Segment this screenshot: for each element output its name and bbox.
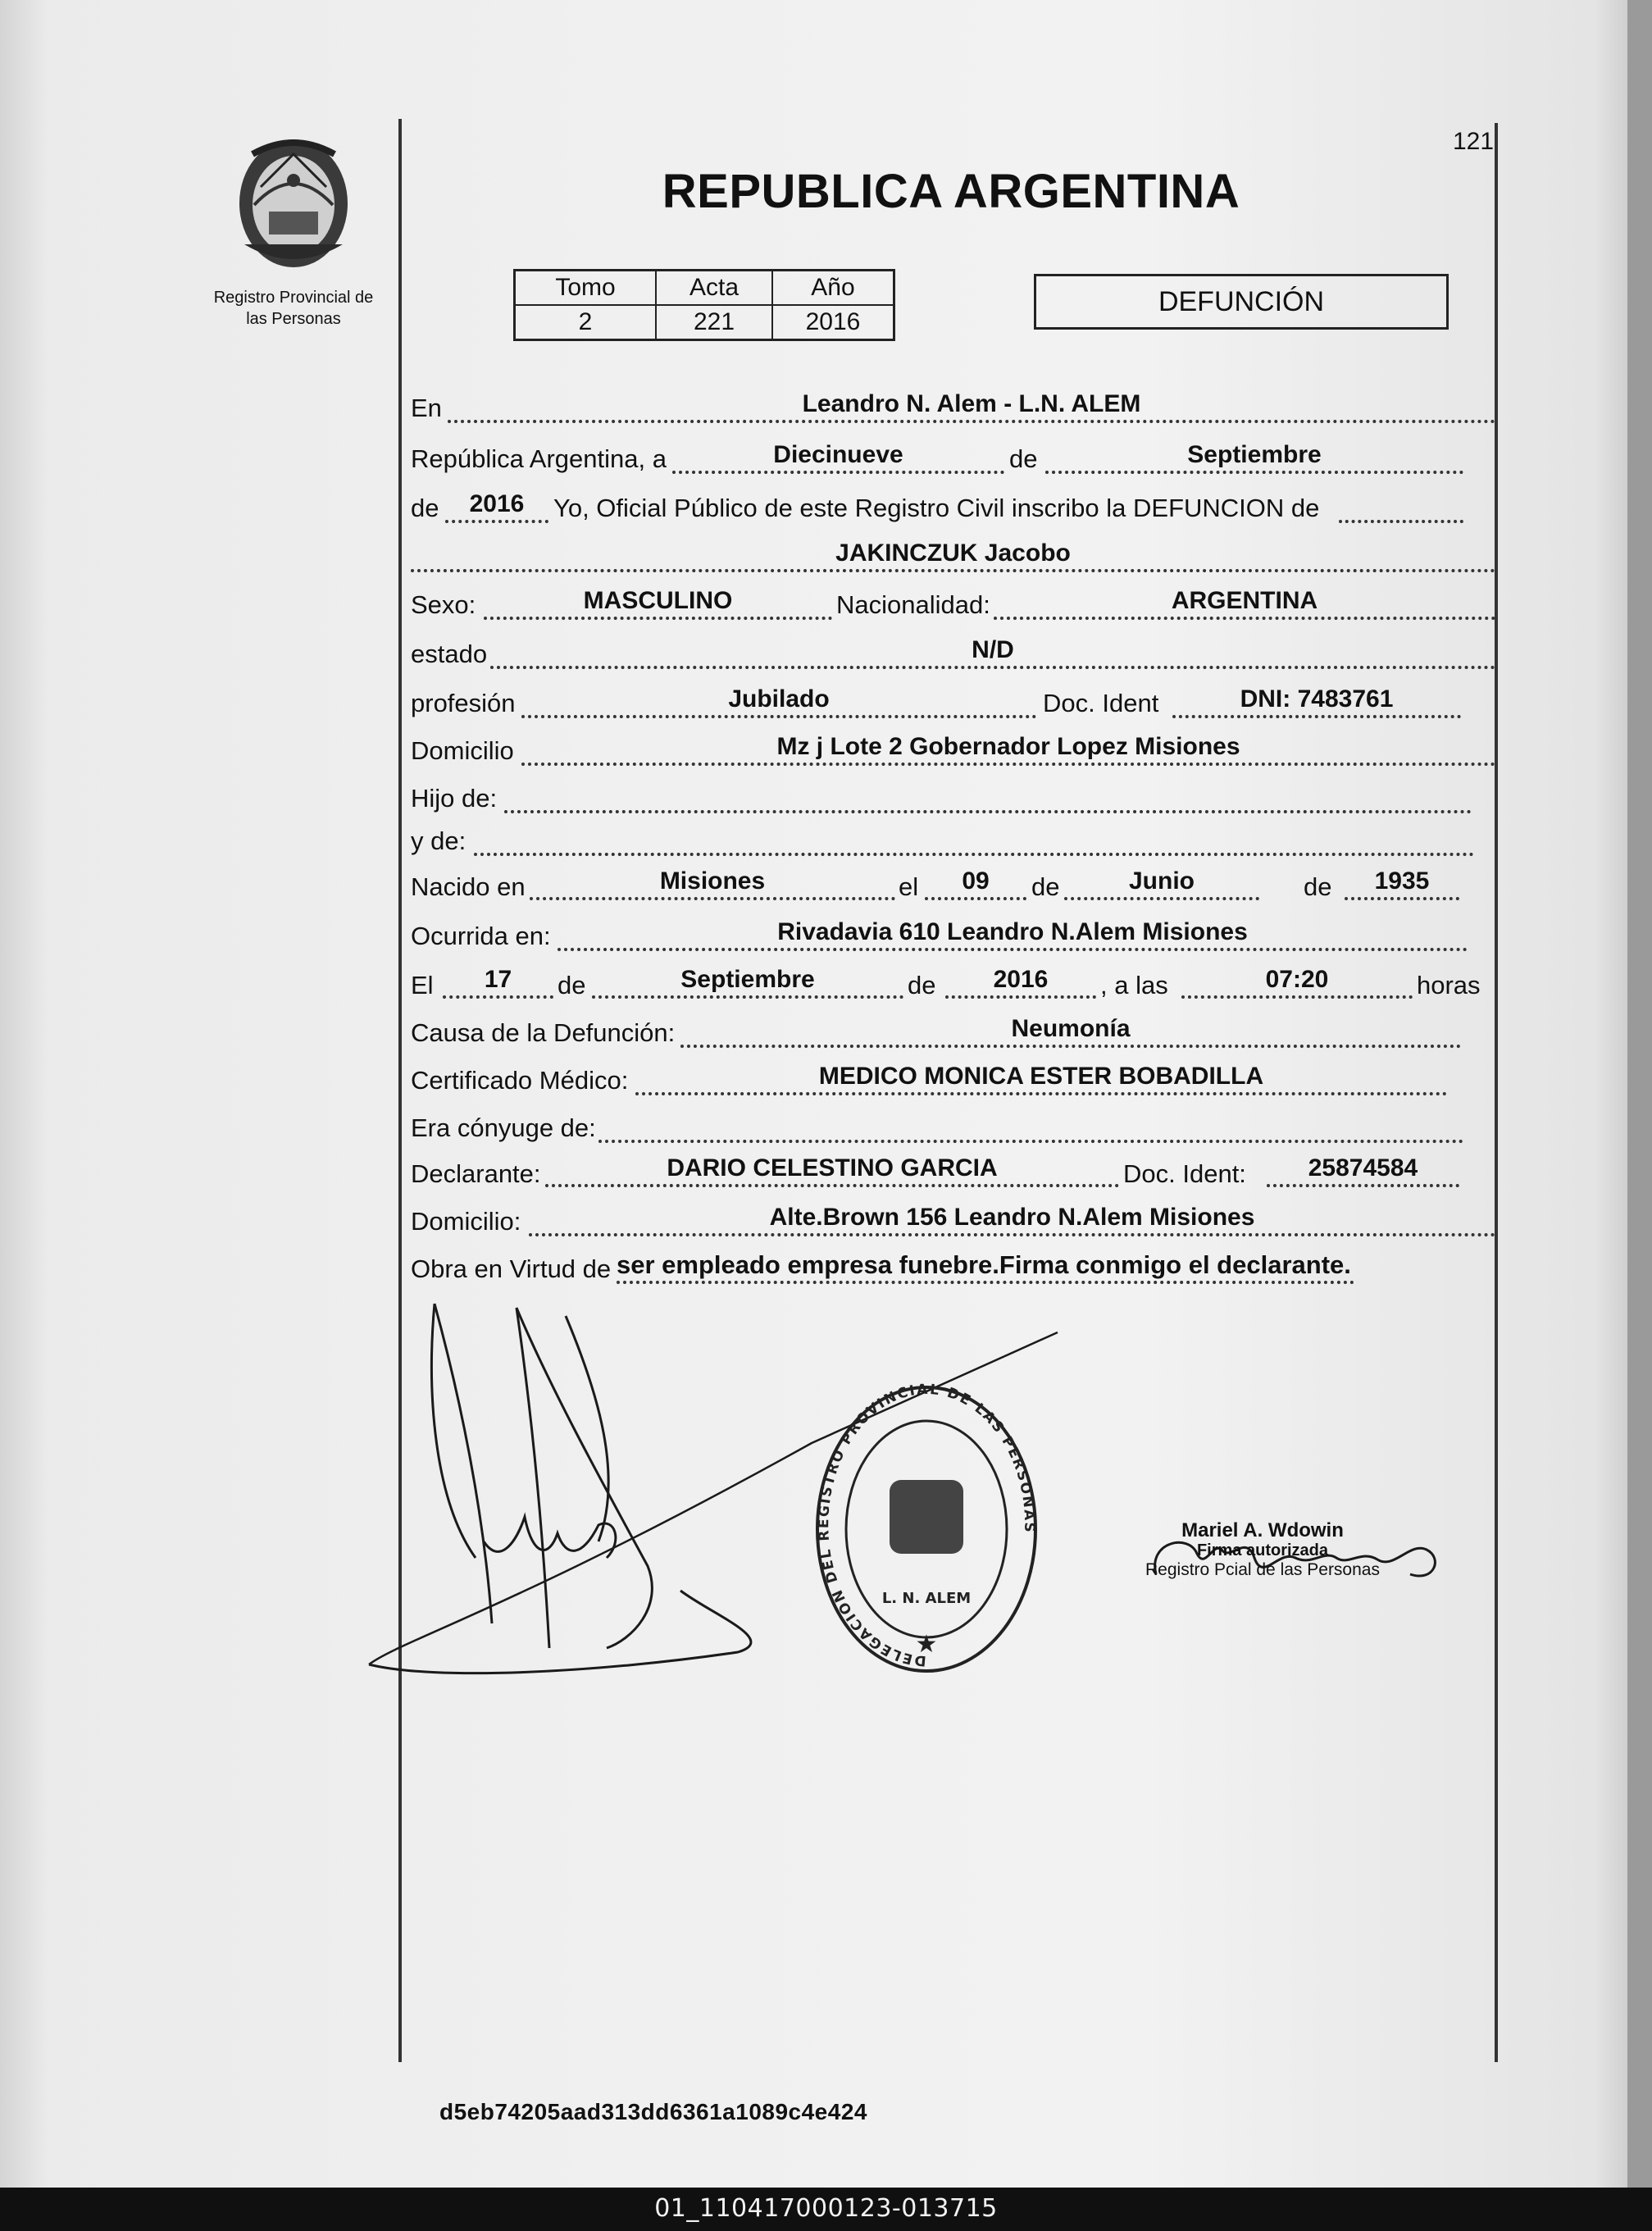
de-label-4: de <box>1304 872 1332 901</box>
death-time-field: 07:20 <box>1181 966 1413 999</box>
acta-value: 221 <box>656 305 772 340</box>
footer-id: 01_110417000123-013715 <box>654 2194 998 2223</box>
birth-month-field: Junio <box>1064 867 1259 900</box>
profesion-label: profesión <box>411 689 516 717</box>
death-year-field: 2016 <box>945 966 1096 999</box>
declarante-label: Declarante: <box>411 1159 541 1188</box>
de-label-2: de <box>411 494 439 522</box>
page-number: 121 <box>1453 128 1495 155</box>
nacionalidad-label: Nacionalidad: <box>836 590 990 619</box>
stamp-center-text: L. N. ALEM <box>881 1590 972 1607</box>
org-name-line2: las Personas <box>246 310 341 328</box>
certificado-field: MEDICO MONICA ESTER BOBADILLA <box>635 1063 1447 1095</box>
obra-field: ser empleado empresa funebre.Firma conmigo el declarante. <box>617 1251 1354 1284</box>
death-day-field: 17 <box>443 966 553 999</box>
de-label-1: de <box>1009 444 1038 473</box>
document-hash: d5eb74205aad313dd6361a1089c4e424 <box>439 2099 867 2124</box>
en-label: En <box>411 394 442 422</box>
el-label-2: El <box>411 971 434 999</box>
estado-field: N/D <box>490 636 1495 669</box>
sexo-label: Sexo: <box>411 590 476 619</box>
anio-header: Año <box>772 271 894 306</box>
ocurrida-label: Ocurrida en: <box>411 922 551 950</box>
official-name: Mariel A. Wdowin <box>1181 1519 1344 1541</box>
republica-label: República Argentina, a <box>411 444 667 473</box>
official-role: Firma autorizada <box>1196 1541 1329 1559</box>
page-shadow <box>1627 0 1652 2188</box>
acta-header: Acta <box>656 271 772 306</box>
death-month-field: Septiembre <box>592 966 903 999</box>
day-field: Diecinueve <box>672 441 1004 474</box>
hijo-label: Hijo de: <box>411 784 498 813</box>
de-label-6: de <box>908 971 936 999</box>
domicilio-label: Domicilio <box>411 736 514 765</box>
declarante-field: DARIO CELESTINO GARCIA <box>545 1154 1119 1187</box>
declarante-domicilio-field: Alte.Brown 156 Leandro N.Alem Misiones <box>529 1204 1495 1236</box>
nacionalidad-field: ARGENTINA <box>994 587 1495 620</box>
conyuge-field <box>598 1110 1463 1143</box>
y-de-label: y de: <box>411 826 466 855</box>
statement-text: Yo, Oficial Público de este Registro Civil inscribo la DEFUNCION de <box>553 494 1320 522</box>
domicilio-field: Mz j Lote 2 Gobernador Lopez Misiones <box>521 733 1495 766</box>
estado-label: estado <box>411 640 488 668</box>
record-header-row <box>515 271 894 306</box>
registry-org-name <box>195 287 392 330</box>
stamp-ring-text: DELEGACION DEL REGISTRO PROVINCIAL DE LAS PERSONAS <box>816 1381 1038 1669</box>
misiones-emblem <box>228 130 359 274</box>
de-label-3: de <box>1031 872 1060 901</box>
tomo-header: Tomo <box>515 271 657 306</box>
horas-label: horas <box>1417 971 1481 999</box>
causa-label: Causa de la Defunción: <box>411 1018 676 1047</box>
doc-ident-field: DNI: 7483761 <box>1172 685 1461 718</box>
nacido-label: Nacido en <box>411 872 526 901</box>
de-label-5: de <box>557 971 586 999</box>
statement-blank <box>1339 490 1463 523</box>
deceased-name-field: JAKINCZUK Jacobo <box>411 540 1495 572</box>
doc-ident-label: Doc. Ident <box>1043 689 1159 717</box>
birth-year-field: 1935 <box>1345 867 1459 900</box>
stamp-star-icon: ★ <box>915 1631 938 1658</box>
left-margin-line <box>398 119 402 2062</box>
official-signature-block <box>1115 1521 1410 1580</box>
hijo-field <box>504 781 1472 813</box>
official-stamp <box>812 1377 1041 1681</box>
anio-value: 2016 <box>772 305 894 340</box>
record-type-box: DEFUNCIÓN <box>1034 274 1449 330</box>
doc-ident-label-2: Doc. Ident: <box>1123 1159 1246 1188</box>
birth-day-field: 09 <box>925 867 1026 900</box>
record-table <box>513 269 895 341</box>
official-org: Registro Pcial de las Personas <box>1145 1560 1380 1579</box>
document-title: REPUBLICA ARGENTINA <box>662 165 1240 218</box>
org-name-line1: Registro Provincial de <box>213 289 374 307</box>
a-las-label: , a las <box>1100 971 1168 999</box>
month-field: Septiembre <box>1045 441 1463 474</box>
profesion-field: Jubilado <box>521 685 1036 718</box>
year-field: 2016 <box>445 490 548 523</box>
sexo-field: MASCULINO <box>484 587 832 620</box>
conyuge-label: Era cónyuge de: <box>411 1113 596 1142</box>
footer-bar <box>0 2188 1652 2231</box>
obra-label: Obra en Virtud de <box>411 1254 612 1283</box>
certificado-label: Certificado Médico: <box>411 1066 629 1095</box>
el-label: el <box>899 872 919 901</box>
causa-field: Neumonía <box>680 1015 1461 1048</box>
y-de-field <box>474 823 1474 856</box>
ocurrida-field: Rivadavia 610 Leandro N.Alem Misiones <box>557 918 1468 951</box>
record-value-row <box>515 305 894 340</box>
birthplace-field: Misiones <box>530 867 895 900</box>
place-field: Leandro N. Alem - L.N. ALEM <box>448 390 1495 423</box>
tomo-value: 2 <box>515 305 657 340</box>
declarante-doc-field: 25874584 <box>1267 1154 1459 1187</box>
domicilio-label-2: Domicilio: <box>411 1207 521 1236</box>
